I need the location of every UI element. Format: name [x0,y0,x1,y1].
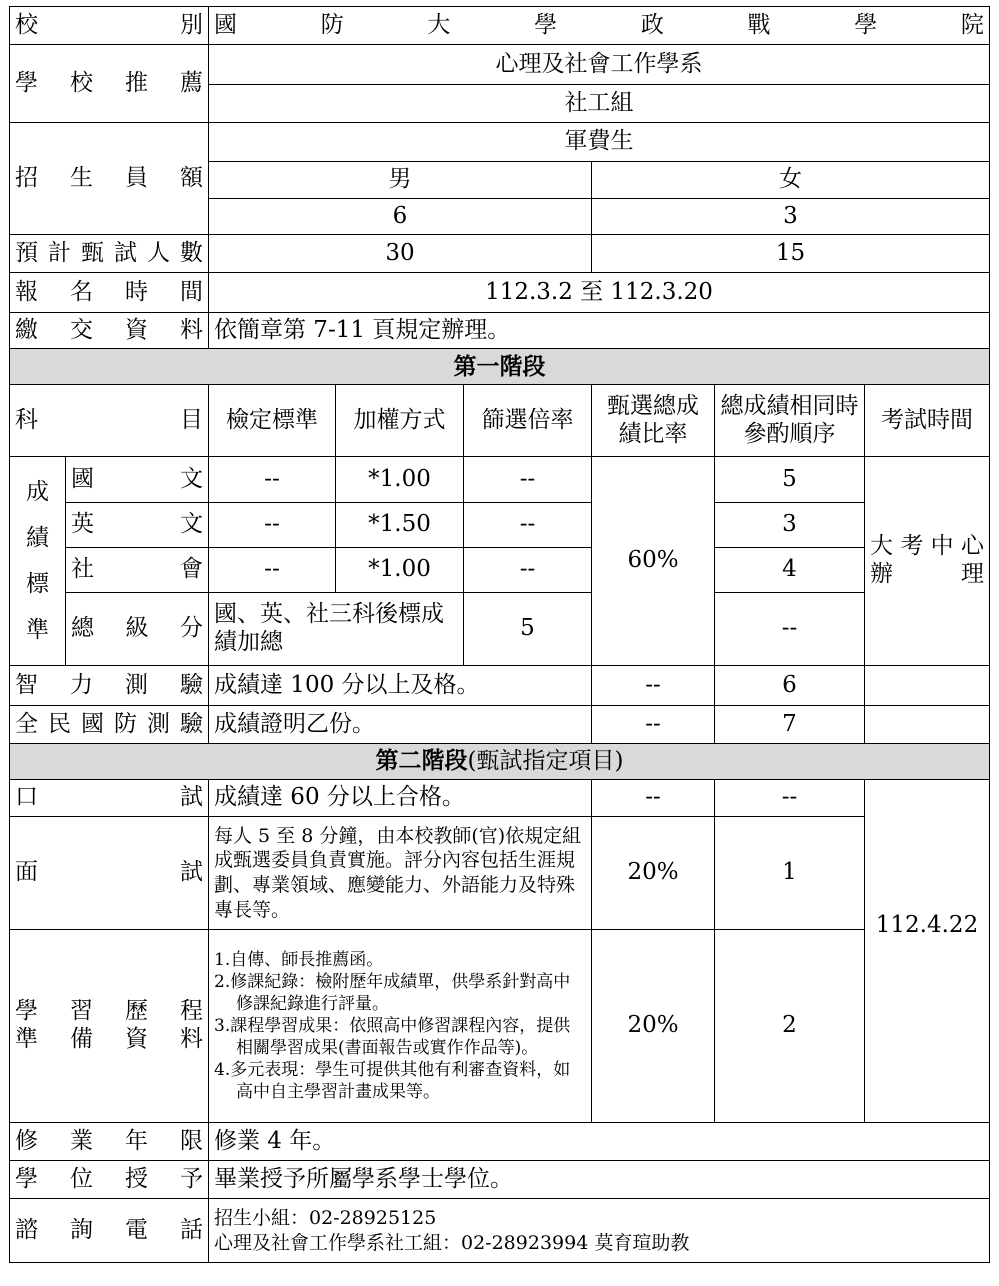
def-pct: -- [592,706,715,744]
quota-label: 招 生 員 額 [15,164,203,191]
portfolio-list [209,930,592,1123]
interview-label: 面 試 [15,859,203,886]
subject-name: 國 文 [71,465,203,492]
total-desc: 國、英、社三科後標成績加總 [209,593,464,666]
stage1-exam-line2: 辦 理 [870,561,984,587]
subject-name: 英 文 [71,511,203,538]
stage2-title [10,744,990,780]
submit-label: 繳 交 資 料 [15,316,203,343]
signup-period: 112.3.2 至 112.3.20 [209,273,990,313]
male-label: 男 [209,162,592,199]
ratio: -- [464,457,592,503]
oral-tie: -- [715,780,865,817]
stage1-exam-cell [865,457,990,666]
female-label: 女 [592,162,990,199]
interview-tie: 1 [715,817,865,930]
contact-label-cell [10,1199,209,1263]
total-label: 總 級 分 [71,615,203,642]
total-ratio: 5 [464,593,592,666]
admission-table [9,6,990,1263]
header-tie-order: 總成績相同時參酌順序 [715,385,865,457]
weight: *1.50 [336,503,464,548]
interview-label-cell [10,817,209,930]
header-standard: 檢定標準 [209,385,336,457]
ratio: -- [464,503,592,548]
female-quota: 3 [592,199,990,235]
school-name-cell [209,7,990,45]
iq-pct: -- [592,666,715,706]
male-quota: 6 [209,199,592,235]
contact-2: 心理及社會工作學系社工組：02-28923994 莫育瑄助教 [214,1231,690,1254]
score-std-label: 成 績 標 準 [10,457,66,666]
header-weight: 加權方式 [336,385,464,457]
recommend-label: 學 校 推 薦 [15,69,203,96]
subject-name: 社 會 [71,556,203,583]
group: 社工組 [209,85,990,123]
standard: -- [209,548,336,593]
department: 心理及社會工作學系 [209,45,990,85]
submit-value: 依簡章第 7-11 頁規定辦理。 [209,313,990,349]
oral-label: 口 試 [15,784,203,811]
degree-label: 學 位 授 予 [15,1165,203,1192]
stage2-date: 112.4.22 [865,780,990,1123]
tie-order: 4 [715,548,865,593]
iq-exam [865,666,990,706]
total-label-cell [66,593,209,666]
portfolio-item: 1.自傳、師長推薦函。 [214,949,384,970]
weight: *1.00 [336,548,464,593]
school-name: 國 防 大 學 政 戰 學 院 [214,11,984,38]
ratio: -- [464,548,592,593]
portfolio-label-cell [10,930,209,1123]
interview-pct: 20% [592,817,715,930]
expected-label: 預 計 甄 試 人 數 [15,239,203,266]
header-ratio: 篩選倍率 [464,385,592,457]
years-label-cell [10,1123,209,1161]
stage2-title-bold: 第二階段 [375,747,468,775]
def-tie: 7 [715,706,865,744]
header-exam-time: 考試時間 [865,385,990,457]
degree-label-cell [10,1161,209,1199]
portfolio-item: 2.修課紀錄：檢附歷年成績單，供學系針對高中修課紀錄進行評量。 [214,971,571,1014]
portfolio-pct: 20% [592,930,715,1123]
portfolio-label-1: 學 習 歷 程 [15,998,203,1025]
def-label-cell [10,706,209,744]
portfolio-label-2: 準 備 資 料 [15,1026,203,1052]
standard: -- [209,457,336,503]
contact-label: 諮 詢 電 話 [15,1216,203,1243]
submit-label-cell [10,313,209,349]
tie-order: 3 [715,503,865,548]
header-score-pct: 甄選總成績比率 [592,385,715,457]
def-label: 全 民 國 防 測 驗 [15,710,203,737]
quota-label-cell [10,123,209,235]
standard: -- [209,503,336,548]
iq-label: 智 力 測 驗 [15,671,203,698]
weight: *1.00 [336,457,464,503]
stage2-title-rest: (甄試指定項目) [467,748,624,775]
quota-type: 軍費生 [209,123,990,162]
degree-value: 畢業授予所屬學系學士學位。 [209,1161,990,1199]
total-tie: -- [715,593,865,666]
stage1-title: 第一階段 [10,349,990,385]
iq-label-cell [10,666,209,706]
portfolio-item: 4.多元表現：學生可提供其他有利審查資料，如高中自主學習計畫成果等。 [214,1060,571,1103]
portfolio-item: 3.課程學習成果：依照高中修習課程內容，提供相關學習成果(書面報告或實作作品等)。 [214,1015,571,1059]
portfolio-tie: 2 [715,930,865,1123]
expected-male: 30 [209,235,592,273]
signup-label-cell [10,273,209,313]
subject-cell [66,548,209,593]
header-subject-cell [10,385,209,457]
iq-tie: 6 [715,666,865,706]
contact-cell [209,1199,990,1263]
subject-cell [66,457,209,503]
school-label-cell [10,7,209,45]
years-label: 修 業 年 限 [15,1127,203,1154]
oral-label-cell [10,780,209,817]
contact-1: 招生小組：02-28925125 [214,1206,437,1229]
def-exam [865,706,990,744]
school-label: 校 別 [15,11,203,38]
oral-pct: -- [592,780,715,817]
def-desc: 成績證明乙份。 [209,706,592,744]
tie-order: 5 [715,457,865,503]
years-value: 修業 4 年。 [209,1123,990,1161]
iq-desc: 成績達 100 分以上及格。 [209,666,592,706]
header-subject: 科 目 [15,406,203,433]
interview-desc: 每人 5 至 8 分鐘，由本校教師(官)依規定組成甄選委員負責實施。評分內容包括生涯規劃、專業領域、應變能力、外語能力及特殊專長等。 [209,817,592,930]
stage1-exam-line1: 大 考 中 心 [870,533,984,560]
recommend-label-cell [10,45,209,123]
expected-female: 15 [592,235,990,273]
stage1-pct: 60% [592,457,715,666]
oral-desc: 成績達 60 分以上合格。 [209,780,592,817]
expected-label-cell [10,235,209,273]
subject-cell [66,503,209,548]
signup-label: 報 名 時 間 [15,278,203,305]
